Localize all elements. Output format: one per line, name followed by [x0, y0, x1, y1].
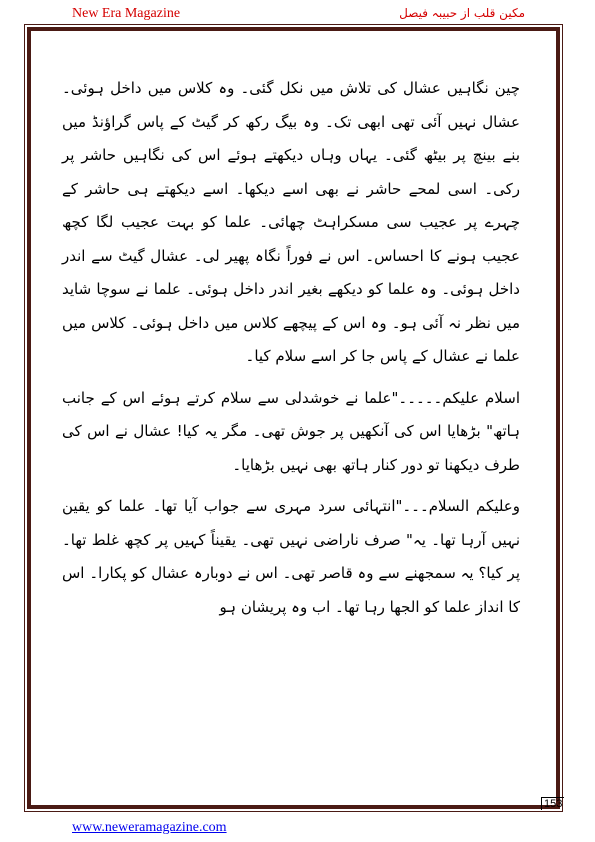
book-title: مکین قلب از حبیبہ فیصل: [399, 6, 525, 20]
magazine-name: New Era Magazine: [72, 6, 181, 21]
page-number: 153: [541, 797, 564, 810]
story-text: [62, 72, 520, 624]
paragraph-2: اسلام علیکم۔۔۔۔۔"علما نے خوشدلی سے سلام کرتے ہوئے اس کے جانب ہاتھ" بڑھایا اس کی آنکھیں پر جوش تھی۔ مگر یہ کیا! عشال نے اس کی طرف دیکھنا تو دور کنار ہاتھ بھی نہیں بڑھایا۔: [62, 388, 520, 474]
paragraph-3: وعلیکم السلام۔۔۔"انتہائی سرد مہری سے جواب آیا تھا۔ علما کو یقین نہیں آرہا تھا۔ یہ" صرف ناراضی نہیں تھی۔ یقیناً کہیں پر کچھ غلط تھا۔ پر کیا؟ یہ سمجھنے سے وہ قاصر تھی۔ اس نے دوبارہ عشال کو پکارا۔ اس کا انداز علما کو الجھا رہا تھا۔ اب وہ پریشان ہو: [62, 497, 520, 616]
paragraph-1: چین نگاہیں عشال کی تلاش میں نکل گئی۔ وہ کلاس میں داخل ہوئی۔ عشال نہیں آئی تھی ابھی تک۔ وہ بیگ رکھ کر گیٹ کے پاس گراؤنڈ میں بنے بینچ پر بیٹھ گئی۔ یہاں وہاں دیکھتے ہوئے اس کی نگاہیں حاشر پر رکی۔ اسی لمحے حاشر نے بھی اسے دیکھا۔ اسے دیکھتے ہی حاشر کے چہرے پر عجیب سی مسکراہٹ چھائی۔ علما کو بہت عجیب لگا کچھ عجیب ہونے کا احساس۔ اس نے فوراً نگاہ پھیر لی۔ عشال گیٹ سے اندر داخل ہوئی۔ وہ علما کو دیکھے بغیر اندر داخل ہوئی۔ علما نے سوچا شاید میں نظر نہ آئی ہو۔ وہ اس کے پیچھے کلاس میں داخل ہوئی۔ کلاس میں علما نے عشال کے پاس جا کر اسے سلام کیا۔: [62, 79, 520, 365]
website-link[interactable]: www.neweramagazine.com: [72, 820, 227, 835]
